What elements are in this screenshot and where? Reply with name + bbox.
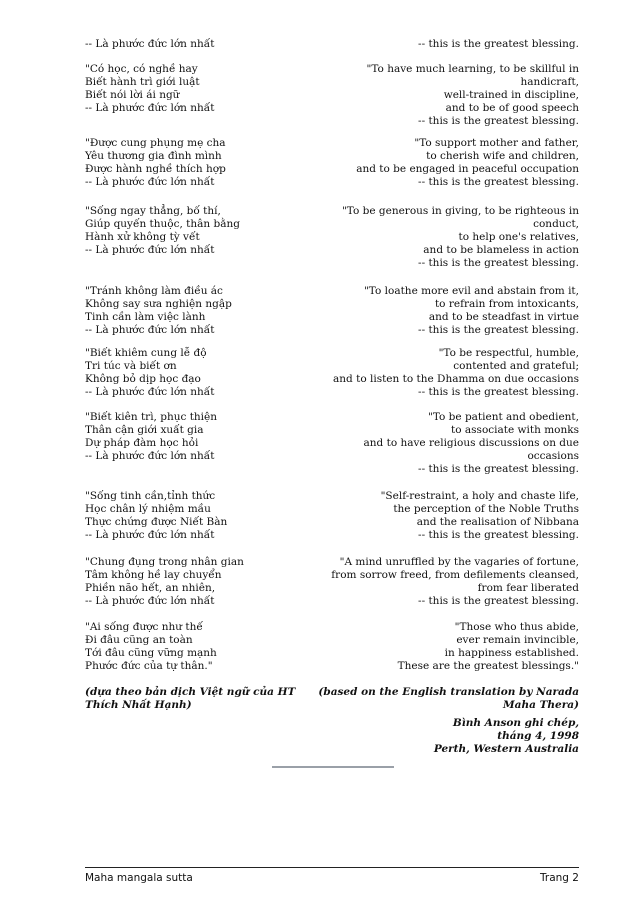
english-verse-line: -- this is the greatest blessing. [418,463,579,476]
vietnamese-verse-line: Yêu thương gia đình mình [85,150,222,163]
vietnamese-verse-line: -- Là phước đức lớn nhất [85,38,215,50]
vietnamese-credit-line: (dựa theo bản dịch Việt ngữ của HT [85,686,296,698]
separator-rule [272,766,394,768]
recorder-credit-line: tháng 4, 1998 [497,730,579,743]
vietnamese-verse-line: Phước đức của tự thân." [85,660,213,673]
recorder-credit-line: Bình Anson ghi chép, [452,717,579,729]
vietnamese-verse-line: -- Là phước đức lớn nhất [85,450,215,463]
vietnamese-verse-line: -- Là phước đức lớn nhất [85,386,215,399]
english-verse-line: "To loathe more evil and abstain from it, [363,285,579,297]
vietnamese-verse-line: Tinh cần làm việc lành [85,311,206,324]
english-verse-line: and the realisation of Nibbana [416,516,579,529]
english-verse-line: "To be respectful, humble, [438,347,579,359]
vietnamese-verse-line: Biết nói lời ái ngữ [85,89,180,102]
english-verse-line: -- this is the greatest blessing. [418,595,579,608]
english-verse-line: -- this is the greatest blessing. [418,257,579,270]
vietnamese-verse-line: Học chân lý nhiệm mầu [85,503,211,516]
footer-divider [85,867,579,868]
vietnamese-credit-line: Thích Nhất Hạnh) [85,699,192,712]
english-verse-line: -- this is the greatest blessing. [418,529,579,542]
english-verse-line: and to have religious discussions on due [363,437,579,450]
vietnamese-verse-line: "Có học, có nghề hay [85,63,198,75]
english-verse-line: conduct, [533,218,579,231]
english-verse-line: "To be generous in giving, to be righteous in [341,205,579,217]
english-verse-line: -- this is the greatest blessing. [418,38,579,50]
english-verse-line: and to be of good speech [445,102,579,115]
vietnamese-verse-line: -- Là phước đức lớn nhất [85,244,215,257]
vietnamese-verse-line: "Được cung phụng mẹ cha [85,137,226,149]
vietnamese-verse-line: Tới đâu cũng vững mạnh [85,647,217,660]
english-verse-line: to associate with monks [451,424,579,437]
footer-title: Maha mangala sutta [85,872,193,884]
vietnamese-verse-line: -- Là phước đức lớn nhất [85,176,215,189]
english-verse-line: to help one's relatives, [458,231,579,244]
english-verse-line: "Those who thus abide, [454,621,579,633]
vietnamese-verse-line: Giúp quyến thuộc, thân bằng [85,218,240,231]
vietnamese-verse-line: Không bỏ dịp học đạo [85,373,201,386]
vietnamese-verse-line: "Sống ngay thẳng, bố thí, [85,205,221,217]
vietnamese-verse-line: Tâm không hề lay chuyển [85,569,222,582]
english-verse-line: well-trained in discipline, [443,89,579,102]
english-verse-line: "Self-restraint, a holy and chaste life, [380,490,579,502]
english-verse-line: "A mind unruffled by the vagaries of fortune, [339,556,579,568]
english-verse-line: contented and grateful; [453,360,579,373]
vietnamese-verse-line: Thân cận giới xuất gia [85,424,204,437]
english-verse-line: These are the greatest blessings." [397,660,579,673]
vietnamese-verse-line: "Biết khiêm cung lễ độ [85,347,207,359]
vietnamese-verse-line: "Ai sống được như thế [85,621,203,633]
vietnamese-verse-line: Dự pháp đàm học hỏi [85,437,199,450]
recorder-credit-line: Perth, Western Australia [433,743,579,756]
english-verse-line: from sorrow freed, from defilements cleansed, [331,569,579,582]
english-verse-line: -- this is the greatest blessing. [418,115,579,128]
english-verse-line: handicraft, [520,76,579,89]
english-verse-line: and to be blameless in action [423,244,579,257]
vietnamese-verse-line: "Sống tinh cần,tỉnh thức [85,490,216,502]
vietnamese-verse-line: -- Là phước đức lớn nhất [85,595,215,608]
vietnamese-verse-line: Được hành nghề thích hợp [85,163,226,176]
vietnamese-verse-line: Hành xử không tỳ vết [85,231,200,244]
vietnamese-verse-line: -- Là phước đức lớn nhất [85,529,215,542]
english-verse-line: to cherish wife and children, [426,150,579,163]
english-verse-line: in happiness established. [444,647,579,660]
english-verse-line: to refrain from intoxicants, [434,298,579,311]
english-verse-line: "To support mother and father, [414,137,579,149]
english-verse-line: -- this is the greatest blessing. [418,324,579,337]
english-verse-line: and to be steadfast in virtue [428,311,579,324]
english-verse-line: the perception of the Noble Truths [393,503,579,516]
english-verse-line: from fear liberated [477,582,579,595]
vietnamese-verse-line: Biết hành trì giới luật [85,76,200,89]
vietnamese-verse-line: Thực chứng được Niết Bàn [85,516,228,529]
vietnamese-verse-line: "Biết kiên trì, phục thiện [85,411,218,423]
vietnamese-verse-line: Không say sưa nghiện ngập [85,298,232,311]
english-verse-line: and to be engaged in peaceful occupation [356,163,579,176]
vietnamese-verse-line: Phiền não hết, an nhiên, [85,582,216,595]
english-verse-line: "To have much learning, to be skillful in [366,63,579,75]
vietnamese-verse-line: -- Là phước đức lớn nhất [85,324,215,337]
english-verse-line: "To be patient and obedient, [428,411,579,423]
vietnamese-verse-line: "Chung đụng trong nhân gian [85,556,244,568]
english-verse-line: and to listen to the Dhamma on due occasions [333,373,579,386]
vietnamese-verse-line: "Tránh không làm điều ác [85,285,223,297]
english-verse-line: -- this is the greatest blessing. [418,386,579,399]
english-verse-line: ever remain invincible, [456,634,579,647]
footer-page-number: Trang 2 [540,872,579,884]
vietnamese-verse-line: Đi đâu cũng an toàn [85,634,193,647]
vietnamese-verse-line: -- Là phước đức lớn nhất [85,102,215,115]
english-verse-line: -- this is the greatest blessing. [418,176,579,189]
english-credit-line: (based on the English translation by Narada [318,686,579,698]
vietnamese-verse-line: Tri túc và biết ơn [85,360,177,373]
english-credit-line: Maha Thera) [503,699,579,712]
english-verse-line: occasions [527,450,579,463]
